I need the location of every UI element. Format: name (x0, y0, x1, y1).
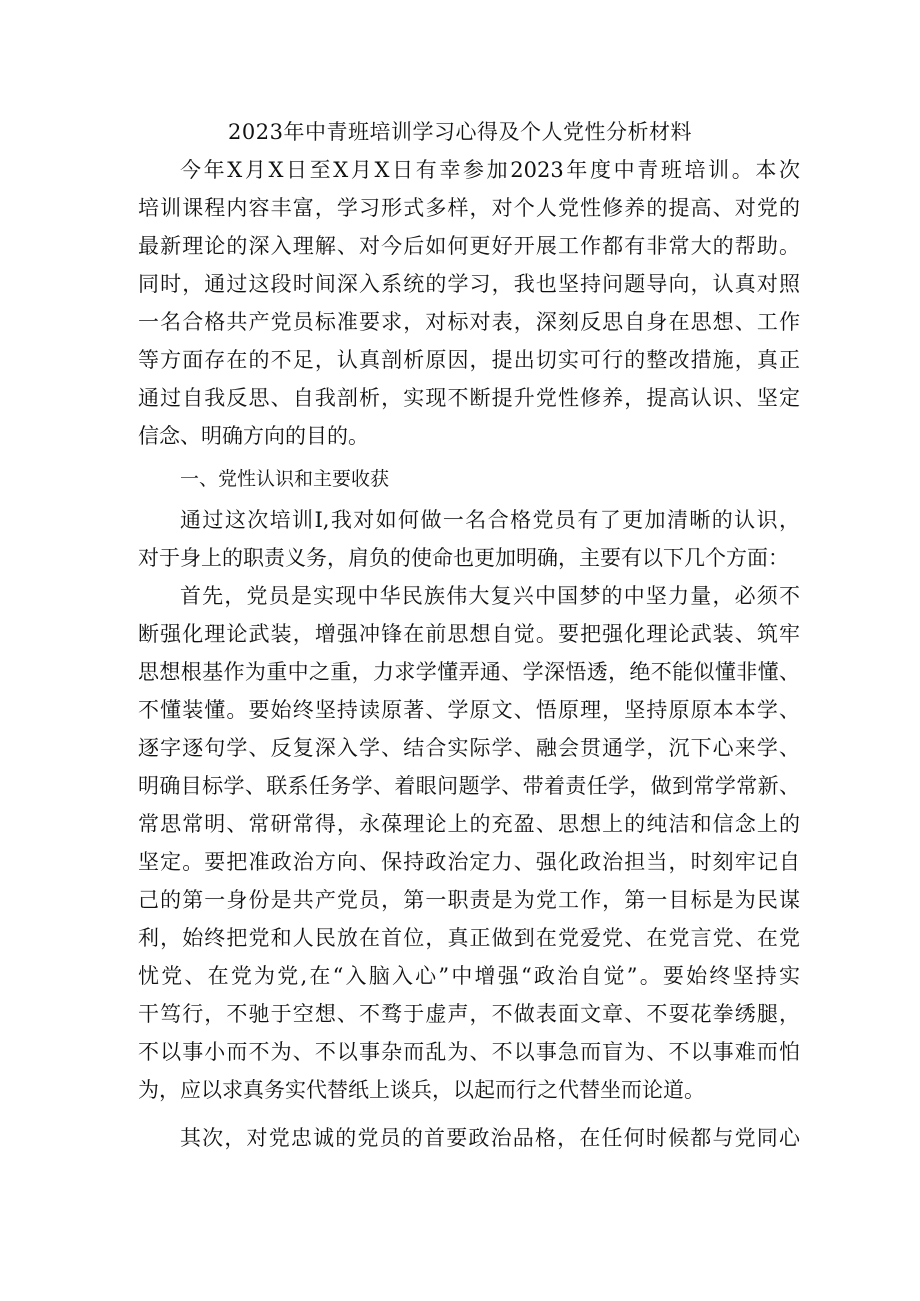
paragraph-line: 等方面存在的不足，认真剖析原因，提出切实可行的整改措施，真正 (138, 348, 800, 372)
paragraph-line: 忧党、在党为党,在“入脑入心”中增强“政治自觉”。要始终坚持实 (138, 964, 800, 988)
paragraph-line: 同时，通过这段时间深入系统的学习，我也坚持问题导向，认真对照 (138, 272, 800, 296)
paragraph-line: 不以事小而不为、不以事杂而乱为、不以事急而盲为、不以事难而怕 (138, 1040, 800, 1064)
paragraph-line: 其次，对党忠诚的党员的首要政治品格，在任何时候都与党同心 (180, 1126, 800, 1150)
paragraph-line: 思想根基作为重中之重，力求学懂弄通、学深悟透，绝不能似懂非懂、 (138, 660, 800, 684)
paragraph-line: 对于身上的职责义务，肩负的使命也更加明确，主要有以下几个方面： (138, 546, 789, 570)
paragraph-line: 为，应以求真务实代替纸上谈兵，以起而行之代替坐而论道。 (138, 1078, 705, 1102)
paragraph-line: 通过这次培训I,我对如何做一名合格党员有了更加清晰的认识， (180, 508, 800, 532)
paragraph-line: 己的第一身份是共产党员，第一职责是为党工作，第一目标是为民谋 (138, 888, 800, 912)
paragraph-line: 最新理论的深入理解、对今后如何更好开展工作都有非常大的帮助。 (138, 234, 800, 258)
paragraph-line: 信念、明确方向的目的。 (138, 424, 369, 448)
paragraph-line: 首先，党员是实现中华民族伟大复兴中国梦的中坚力量，必须不 (180, 584, 800, 608)
paragraph-line: 逐字逐句学、反复深入学、结合实际学、融会贯通学，沉下心来学、 (138, 736, 800, 760)
paragraph-line: 坚定。要把准政治方向、保持政治定力、强化政治担当，时刻牢记自 (138, 850, 800, 874)
paragraph-line: 通过自我反思、自我剖析，实现不断提升党性修养，提高认识、坚定 (138, 386, 800, 410)
paragraph-line: 利，始终把党和人民放在首位，真正做到在党爱党、在党言党、在党 (138, 926, 800, 950)
paragraph-line: 常思常明、常研常得，永葆理论上的充盈、思想上的纯洁和信念上的 (138, 812, 800, 836)
paragraph-line: 干笃行，不驰于空想、不骛于虚声，不做表面文章、不耍花拳绣腿， (138, 1002, 800, 1026)
document-title: 2023年中青班培训学习心得及个人党性分析材料 (228, 120, 692, 144)
section-heading: 一、党性认识和主要收获 (180, 468, 390, 490)
paragraph-line: 不懂装懂。要始终坚持读原著、学原文、悟原理，坚持原原本本学、 (138, 698, 800, 722)
paragraph-line: 断强化理论武装，增强冲锋在前思想自觉。要把强化理论武装、筑牢 (138, 622, 800, 646)
paragraph-line: 培训课程内容丰富，学习形式多样，对个人党性修养的提高、对党的 (138, 196, 800, 220)
paragraph-line: 明确目标学、联系任务学、着眼问题学、带着责任学，做到常学常新、 (138, 774, 800, 798)
paragraph-line: 今年X月X日至X月X日有幸参加2023年度中青班培训。本次 (180, 158, 800, 182)
paragraph-line: 一名合格共产党员标准要求，对标对表，深刻反思自身在思想、工作 (138, 310, 800, 334)
